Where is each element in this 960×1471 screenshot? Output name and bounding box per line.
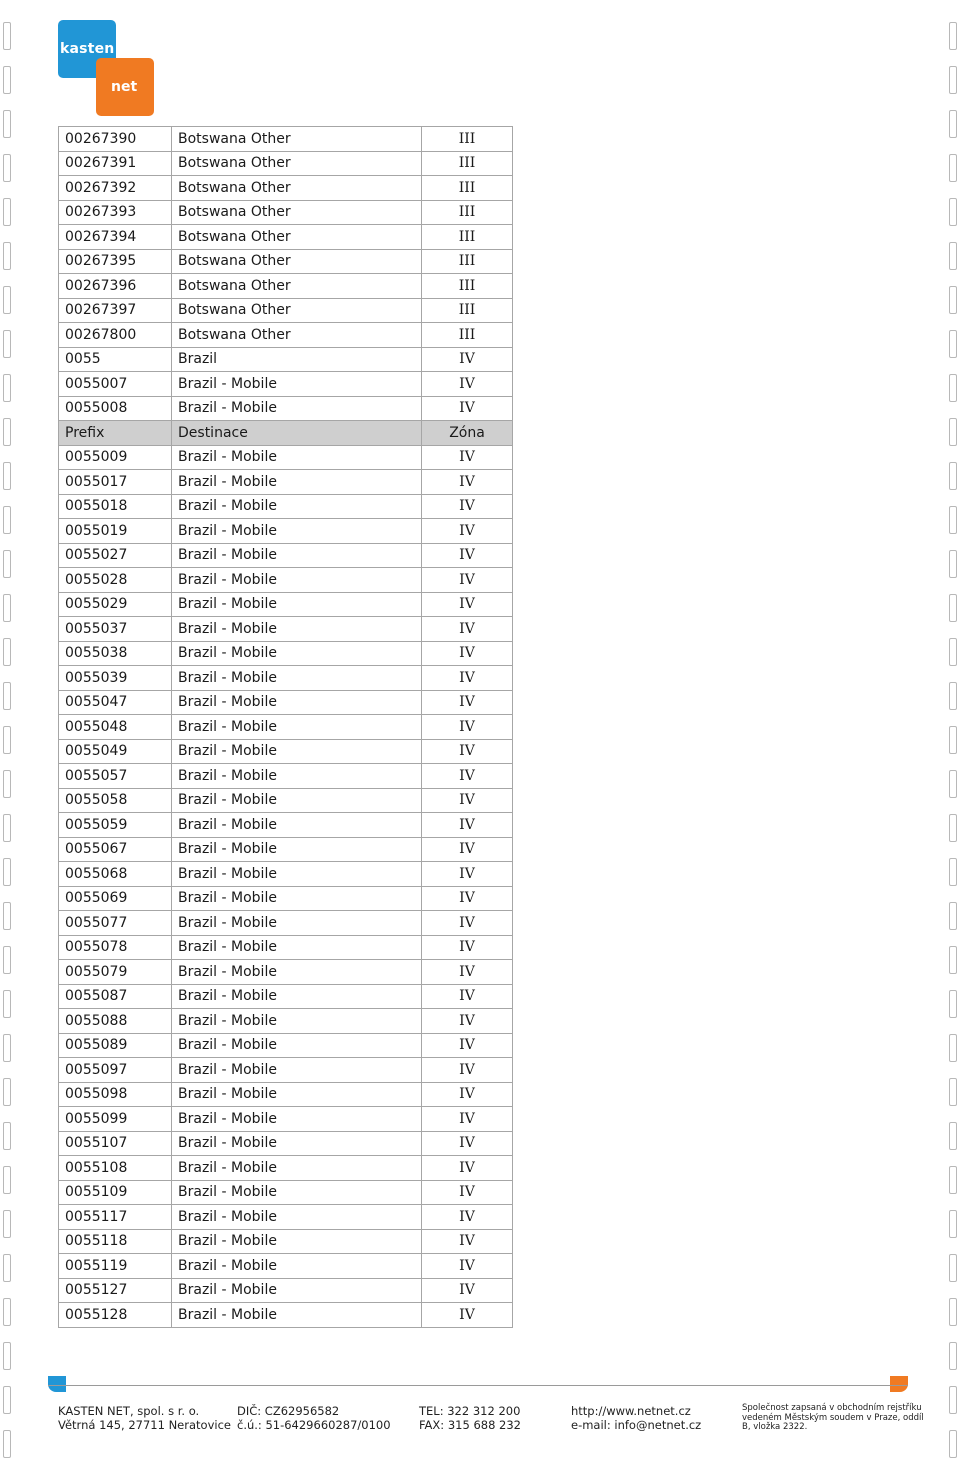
- table-row: [59, 592, 513, 617]
- prefix-cell: 0055079: [59, 960, 172, 985]
- fax-number: FAX: 315 688 232: [419, 1417, 521, 1432]
- perforation-hole: [949, 1034, 957, 1062]
- table-row: [59, 200, 513, 225]
- table-row: [59, 176, 513, 201]
- prefix-cell: 0055018: [59, 494, 172, 519]
- perforation-strip-right: [946, 0, 960, 1471]
- zone-cell: IV: [422, 984, 513, 1009]
- perforation-hole: [3, 990, 11, 1018]
- table-row: [59, 1107, 513, 1132]
- prefix-cell: 0055108: [59, 1156, 172, 1181]
- table-row: [59, 249, 513, 274]
- perforation-hole: [949, 110, 957, 138]
- perforation-hole: [949, 726, 957, 754]
- perforation-hole: [3, 1254, 11, 1282]
- table-row: [59, 151, 513, 176]
- zone-cell: IV: [422, 911, 513, 936]
- zone-cell: IV: [422, 715, 513, 740]
- prefix-cell: 00267394: [59, 225, 172, 250]
- perforation-hole: [3, 1034, 11, 1062]
- table-row: [59, 764, 513, 789]
- prefix-cell: 00267397: [59, 298, 172, 323]
- destination-cell: Brazil - Mobile: [172, 1278, 422, 1303]
- registry-line-2: vedeném Městským soudem v Praze, oddíl: [742, 1412, 924, 1423]
- zone-cell: IV: [422, 1033, 513, 1058]
- perforation-hole: [949, 682, 957, 710]
- table-row: [59, 984, 513, 1009]
- logo-text-net: net: [111, 79, 138, 95]
- prefix-cell: 00267391: [59, 151, 172, 176]
- zone-cell: IV: [422, 1254, 513, 1279]
- table-row: [59, 298, 513, 323]
- table-row: [59, 470, 513, 495]
- perforation-hole: [3, 1430, 11, 1458]
- destination-cell: Brazil - Mobile: [172, 911, 422, 936]
- destination-cell: Botswana Other: [172, 274, 422, 299]
- destination-cell: Brazil - Mobile: [172, 1205, 422, 1230]
- zone-cell: IV: [422, 1009, 513, 1034]
- table-row: [59, 1009, 513, 1034]
- perforation-hole: [3, 858, 11, 886]
- perforation-hole: [949, 22, 957, 50]
- zone-cell: IV: [422, 960, 513, 985]
- perforation-hole: [949, 858, 957, 886]
- prefix-cell: 0055049: [59, 739, 172, 764]
- perforation-hole: [3, 198, 11, 226]
- destination-cell: Botswana Other: [172, 225, 422, 250]
- destination-cell: Botswana Other: [172, 323, 422, 348]
- prefix-cell: 0055107: [59, 1131, 172, 1156]
- table-row: [59, 494, 513, 519]
- table-row: [59, 641, 513, 666]
- zone-cell: IV: [422, 690, 513, 715]
- table-row: [59, 1058, 513, 1083]
- destination-cell: Brazil - Mobile: [172, 1156, 422, 1181]
- table-row: [59, 347, 513, 372]
- zone-cell: III: [422, 151, 513, 176]
- phone-number: TEL: 322 312 200: [419, 1404, 521, 1418]
- destination-cell: Brazil - Mobile: [172, 984, 422, 1009]
- zone-cell: III: [422, 298, 513, 323]
- destination-cell: Brazil - Mobile: [172, 1229, 422, 1254]
- table-row: [59, 274, 513, 299]
- perforation-hole: [3, 22, 11, 50]
- perforation-hole: [3, 286, 11, 314]
- prefix-cell: 0055117: [59, 1205, 172, 1230]
- table-row: [59, 1033, 513, 1058]
- footer-tax: [237, 1405, 391, 1432]
- perforation-hole: [3, 902, 11, 930]
- table-row: [59, 617, 513, 642]
- destination-cell: Brazil - Mobile: [172, 641, 422, 666]
- table-row: [59, 813, 513, 838]
- zone-cell: III: [422, 323, 513, 348]
- destination-cell: Brazil - Mobile: [172, 592, 422, 617]
- zone-cell: IV: [422, 886, 513, 911]
- perforation-hole: [3, 726, 11, 754]
- table-row: [59, 396, 513, 421]
- table-row: [59, 445, 513, 470]
- footer-contact: [571, 1405, 701, 1432]
- destination-cell: Brazil - Mobile: [172, 1082, 422, 1107]
- destination-cell: Brazil: [172, 347, 422, 372]
- perforation-hole: [949, 1122, 957, 1150]
- zone-cell: IV: [422, 1229, 513, 1254]
- table-row: [59, 543, 513, 568]
- perforation-hole: [3, 374, 11, 402]
- destination-cell: Brazil - Mobile: [172, 1058, 422, 1083]
- prefix-cell: 00267390: [59, 127, 172, 152]
- prefix-cell: 0055017: [59, 470, 172, 495]
- prefix-cell: 0055029: [59, 592, 172, 617]
- logo-text-kasten: kasten: [60, 41, 115, 57]
- table-row: [59, 666, 513, 691]
- prefix-cell: 0055099: [59, 1107, 172, 1132]
- zone-cell: IV: [422, 1156, 513, 1181]
- perforation-hole: [3, 1166, 11, 1194]
- prefix-cell: 0055057: [59, 764, 172, 789]
- rates-table: [58, 126, 513, 1328]
- zone-cell: IV: [422, 347, 513, 372]
- perforation-hole: [949, 550, 957, 578]
- destination-cell: Brazil - Mobile: [172, 617, 422, 642]
- perforation-hole: [949, 638, 957, 666]
- prefix-cell: 0055028: [59, 568, 172, 593]
- registry-line-1: Společnost zapsaná v obchodním rejstříku: [742, 1403, 922, 1413]
- destination-cell: Brazil - Mobile: [172, 788, 422, 813]
- zone-cell: IV: [422, 592, 513, 617]
- footer-company: [58, 1405, 231, 1432]
- perforation-hole: [949, 1298, 957, 1326]
- perforation-hole: [949, 330, 957, 358]
- table-row: [59, 960, 513, 985]
- perforation-hole: [3, 946, 11, 974]
- registry-line-3: B, vložka 2322.: [742, 1422, 808, 1432]
- perforation-hole: [949, 594, 957, 622]
- perforation-hole: [949, 242, 957, 270]
- table-row: [59, 837, 513, 862]
- prefix-cell: 0055058: [59, 788, 172, 813]
- zone-cell: IV: [422, 935, 513, 960]
- perforation-hole: [3, 594, 11, 622]
- destination-cell: Brazil - Mobile: [172, 862, 422, 887]
- zone-cell: IV: [422, 1082, 513, 1107]
- zone-cell: IV: [422, 1303, 513, 1328]
- perforation-hole: [949, 374, 957, 402]
- perforation-hole: [3, 1210, 11, 1238]
- prefix-cell: 0055009: [59, 445, 172, 470]
- perforation-hole: [949, 198, 957, 226]
- perforation-hole: [3, 638, 11, 666]
- prefix-cell: 0055047: [59, 690, 172, 715]
- destination-cell: Botswana Other: [172, 151, 422, 176]
- zone-cell: IV: [422, 372, 513, 397]
- destination-cell: Brazil - Mobile: [172, 372, 422, 397]
- perforation-hole: [949, 814, 957, 842]
- table-row: [59, 1180, 513, 1205]
- destination-cell: Botswana Other: [172, 249, 422, 274]
- destination-cell: Botswana Other: [172, 298, 422, 323]
- perforation-hole: [3, 66, 11, 94]
- destination-cell: Brazil - Mobile: [172, 1107, 422, 1132]
- table-header-row: [59, 421, 513, 446]
- prefix-cell: 0055069: [59, 886, 172, 911]
- table-row: [59, 739, 513, 764]
- zone-cell: IV: [422, 837, 513, 862]
- destination-cell: Brazil - Mobile: [172, 690, 422, 715]
- table-row: [59, 1229, 513, 1254]
- zone-cell: IV: [422, 1180, 513, 1205]
- prefix-cell: 0055089: [59, 1033, 172, 1058]
- perforation-hole: [949, 990, 957, 1018]
- prefix-cell: 0055007: [59, 372, 172, 397]
- prefix-cell: 00267800: [59, 323, 172, 348]
- destination-cell: Brazil - Mobile: [172, 1131, 422, 1156]
- footer-corner-orange: [890, 1376, 908, 1392]
- perforation-hole: [3, 330, 11, 358]
- table-row: [59, 323, 513, 348]
- perforation-hole: [949, 770, 957, 798]
- perforation-hole: [949, 946, 957, 974]
- destination-cell: Botswana Other: [172, 176, 422, 201]
- perforation-hole: [3, 1078, 11, 1106]
- prefix-cell: 0055109: [59, 1180, 172, 1205]
- destination-cell: Brazil - Mobile: [172, 960, 422, 985]
- destination-cell: Brazil - Mobile: [172, 886, 422, 911]
- table-row: [59, 519, 513, 544]
- table-row: [59, 788, 513, 813]
- zone-cell: IV: [422, 519, 513, 544]
- prefix-cell: 0055059: [59, 813, 172, 838]
- table-row: [59, 127, 513, 152]
- zone-cell: IV: [422, 641, 513, 666]
- prefix-cell: 0055019: [59, 519, 172, 544]
- perforation-hole: [949, 1166, 957, 1194]
- perforation-hole: [949, 286, 957, 314]
- perforation-hole: [949, 506, 957, 534]
- prefix-cell: 0055078: [59, 935, 172, 960]
- destination-cell: Brazil - Mobile: [172, 764, 422, 789]
- zone-cell: Zóna: [422, 421, 513, 446]
- table-row: [59, 1205, 513, 1230]
- table-row: [59, 1303, 513, 1328]
- zone-cell: IV: [422, 666, 513, 691]
- prefix-cell: Prefix: [59, 421, 172, 446]
- prefix-cell: 0055118: [59, 1229, 172, 1254]
- perforation-hole: [3, 506, 11, 534]
- prefix-cell: 0055048: [59, 715, 172, 740]
- company-address: Větrná 145, 27711 Neratovice: [58, 1417, 231, 1432]
- zone-cell: IV: [422, 862, 513, 887]
- zone-cell: IV: [422, 470, 513, 495]
- destination-cell: Botswana Other: [172, 200, 422, 225]
- perforation-hole: [949, 462, 957, 490]
- zone-cell: IV: [422, 617, 513, 642]
- zone-cell: IV: [422, 764, 513, 789]
- prefix-cell: 00267392: [59, 176, 172, 201]
- prefix-cell: 0055077: [59, 911, 172, 936]
- perforation-hole: [949, 1210, 957, 1238]
- table-row: [59, 225, 513, 250]
- table-row: [59, 911, 513, 936]
- prefix-cell: 0055: [59, 347, 172, 372]
- prefix-cell: 0055039: [59, 666, 172, 691]
- perforation-hole: [949, 66, 957, 94]
- zone-cell: IV: [422, 739, 513, 764]
- perforation-hole: [3, 682, 11, 710]
- destination-cell: Brazil - Mobile: [172, 568, 422, 593]
- destination-cell: Brazil - Mobile: [172, 935, 422, 960]
- zone-cell: IV: [422, 813, 513, 838]
- zone-cell: III: [422, 127, 513, 152]
- perforation-hole: [949, 902, 957, 930]
- table-row: [59, 1082, 513, 1107]
- prefix-cell: 0055097: [59, 1058, 172, 1083]
- zone-cell: IV: [422, 1205, 513, 1230]
- footer-divider: [48, 1385, 908, 1386]
- footer-phone: [419, 1405, 521, 1432]
- perforation-hole: [3, 1298, 11, 1326]
- destination-cell: Brazil - Mobile: [172, 1303, 422, 1328]
- zone-cell: IV: [422, 1131, 513, 1156]
- bank-account: č.ú.: 51-6429660287/0100: [237, 1417, 391, 1432]
- perforation-hole: [3, 1122, 11, 1150]
- destination-cell: Brazil - Mobile: [172, 396, 422, 421]
- perforation-hole: [3, 154, 11, 182]
- zone-cell: IV: [422, 568, 513, 593]
- destination-cell: Brazil - Mobile: [172, 1033, 422, 1058]
- zone-cell: IV: [422, 494, 513, 519]
- zone-cell: IV: [422, 1058, 513, 1083]
- table-row: [59, 1278, 513, 1303]
- table-row: [59, 690, 513, 715]
- email-link[interactable]: e-mail: info@netnet.cz: [571, 1417, 702, 1432]
- destination-cell: Brazil - Mobile: [172, 666, 422, 691]
- destination-cell: Brazil - Mobile: [172, 1180, 422, 1205]
- prefix-cell: 0055038: [59, 641, 172, 666]
- destination-cell: Brazil - Mobile: [172, 519, 422, 544]
- destination-cell: Brazil - Mobile: [172, 470, 422, 495]
- destination-cell: Brazil - Mobile: [172, 837, 422, 862]
- zone-cell: III: [422, 200, 513, 225]
- prefix-cell: 0055119: [59, 1254, 172, 1279]
- kasten-net-logo: [58, 20, 158, 120]
- table-row: [59, 886, 513, 911]
- prefix-cell: 0055088: [59, 1009, 172, 1034]
- prefix-cell: 0055008: [59, 396, 172, 421]
- perforation-hole: [949, 1342, 957, 1370]
- zone-cell: IV: [422, 543, 513, 568]
- zone-cell: IV: [422, 1107, 513, 1132]
- table-row: [59, 372, 513, 397]
- perforation-hole: [3, 242, 11, 270]
- prefix-cell: 00267395: [59, 249, 172, 274]
- perforation-hole: [3, 550, 11, 578]
- destination-cell: Destinace: [172, 421, 422, 446]
- company-name: KASTEN NET, spol. s r. o.: [58, 1404, 200, 1418]
- prefix-cell: 0055098: [59, 1082, 172, 1107]
- prefix-cell: 0055127: [59, 1278, 172, 1303]
- perforation-hole: [3, 1386, 11, 1414]
- zone-cell: III: [422, 249, 513, 274]
- zone-cell: III: [422, 274, 513, 299]
- prefix-cell: 0055037: [59, 617, 172, 642]
- destination-cell: Brazil - Mobile: [172, 813, 422, 838]
- perforation-hole: [949, 1078, 957, 1106]
- footer-registry: [742, 1404, 924, 1433]
- perforation-strip-left: [0, 0, 14, 1471]
- prefix-cell: 00267393: [59, 200, 172, 225]
- perforation-hole: [949, 1254, 957, 1282]
- table-row: [59, 1131, 513, 1156]
- zone-cell: III: [422, 225, 513, 250]
- table-row: [59, 1254, 513, 1279]
- zone-cell: IV: [422, 445, 513, 470]
- tax-id: DIČ: CZ62956582: [237, 1404, 340, 1418]
- table-row: [59, 1156, 513, 1181]
- prefix-cell: 0055027: [59, 543, 172, 568]
- prefix-cell: 0055128: [59, 1303, 172, 1328]
- destination-cell: Brazil - Mobile: [172, 1009, 422, 1034]
- zone-cell: IV: [422, 788, 513, 813]
- perforation-hole: [949, 1430, 957, 1458]
- table-row: [59, 715, 513, 740]
- destination-cell: Brazil - Mobile: [172, 494, 422, 519]
- perforation-hole: [3, 462, 11, 490]
- prefix-cell: 0055087: [59, 984, 172, 1009]
- prefix-cell: 0055068: [59, 862, 172, 887]
- perforation-hole: [949, 154, 957, 182]
- destination-cell: Brazil - Mobile: [172, 739, 422, 764]
- perforation-hole: [949, 1386, 957, 1414]
- footer-corner-blue: [48, 1376, 66, 1392]
- destination-cell: Brazil - Mobile: [172, 543, 422, 568]
- rates-table-body: [59, 127, 513, 1328]
- website-link[interactable]: http://www.netnet.cz: [571, 1404, 691, 1418]
- perforation-hole: [3, 1342, 11, 1370]
- perforation-hole: [3, 418, 11, 446]
- destination-cell: Brazil - Mobile: [172, 715, 422, 740]
- prefix-cell: 0055067: [59, 837, 172, 862]
- prefix-cell: 00267396: [59, 274, 172, 299]
- destination-cell: Brazil - Mobile: [172, 1254, 422, 1279]
- table-row: [59, 862, 513, 887]
- zone-cell: IV: [422, 396, 513, 421]
- perforation-hole: [3, 770, 11, 798]
- perforation-hole: [949, 418, 957, 446]
- table-row: [59, 935, 513, 960]
- destination-cell: Botswana Other: [172, 127, 422, 152]
- table-row: [59, 568, 513, 593]
- destination-cell: Brazil - Mobile: [172, 445, 422, 470]
- zone-cell: IV: [422, 1278, 513, 1303]
- perforation-hole: [3, 110, 11, 138]
- perforation-hole: [3, 814, 11, 842]
- zone-cell: III: [422, 176, 513, 201]
